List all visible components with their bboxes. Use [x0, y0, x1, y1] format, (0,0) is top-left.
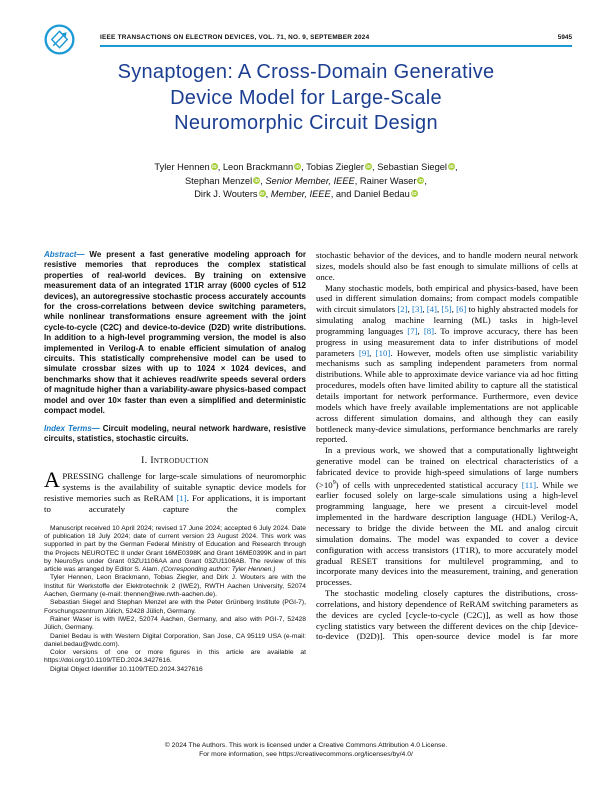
text-segment: , — [265, 189, 271, 199]
orcid-icon[interactable]: iD — [366, 164, 371, 169]
citation-link[interactable]: [10] — [375, 347, 391, 358]
text-segment: Circuit modeling, neural network hardware, resistive circuits, statistics, stochastic circuits. — [44, 423, 306, 443]
license-line: For more information, see https://creativecommons.org/licenses/by/4.0/ — [199, 751, 413, 759]
author-line — [0, 175, 612, 189]
text-segment: , Rainer Waser — [354, 175, 417, 186]
footnote-paragraph — [44, 633, 306, 650]
text-segment: Dirk J. Wouters — [194, 189, 258, 199]
text-segment: , — [451, 304, 457, 315]
paper-title-line: Neuromorphic Circuit Design — [174, 112, 438, 134]
text-segment: , — [424, 175, 428, 186]
body-paragraph — [316, 250, 578, 283]
text-segment: , — [407, 304, 413, 315]
text-segment: . To improve accuracy, there has been progress in using measurement data to infer distributions of model parameters — [316, 325, 579, 358]
section-heading-introduction: I. Introduction — [141, 455, 209, 467]
footnote-paragraph — [44, 616, 306, 633]
author-line — [0, 161, 612, 175]
citation-link[interactable]: [11] — [521, 479, 537, 490]
orcid-icon[interactable]: iD — [418, 177, 424, 183]
footnote-paragraph — [44, 666, 306, 674]
text-segment: PRESSING challenge for large-scale simulations of neuromorphic systems is the availability of suitable synaptic device models for resistive memories such as ReRAM — [44, 471, 306, 503]
text-segment: Rainer Waser is with IWE2, 52074 Aachen, Germany, and also with PGI-7, 52428 Jülich, Germany. — [44, 615, 306, 632]
first-page-footnotes — [44, 525, 306, 674]
citation-link[interactable]: [9] — [358, 347, 370, 358]
text-segment: , — [454, 162, 458, 172]
citation-link[interactable]: [2] — [397, 304, 408, 315]
footnote-paragraph — [44, 574, 306, 599]
orcid-icon[interactable]: iD — [254, 177, 259, 183]
footnote-paragraph — [44, 649, 306, 666]
orcid-icon[interactable]: iD — [412, 191, 417, 196]
abstract-paragraph — [44, 250, 306, 417]
text-segment: , — [369, 347, 376, 358]
text-segment: ) of cells with unprecedented statistical accuracy — [335, 479, 522, 490]
citation-link[interactable]: [3] — [412, 304, 423, 315]
orcid-icon[interactable]: iD — [259, 191, 265, 196]
text-segment: Abstract— — [44, 250, 85, 259]
license-footer — [0, 741, 612, 760]
text-segment: In a previous work, we showed that a computationally lightweight generative model can be trained on electrical characteristics of a fabricated device to provide high-speed simulations of large numbers (>10 — [316, 445, 578, 490]
author-list — [0, 161, 612, 202]
text-segment: Digital Object Identifier 10.1109/TED.2024.3427616 — [50, 665, 203, 673]
text-segment: Daniel Bedau is with Western Digital Corporation, San Jose, CA 95119 USA (e-mail: daniel.bedau@wdc.com). — [44, 632, 306, 648]
page-number: 5945 — [557, 34, 572, 41]
header-rule — [100, 45, 572, 47]
citation-link[interactable]: [4] — [426, 304, 437, 315]
journal-header: IEEE TRANSACTIONS ON ELECTRON DEVICES, VOL. 71, NO. 9, SEPTEMBER 2024 — [100, 34, 370, 41]
text-segment: , — [436, 304, 442, 315]
orcid-icon[interactable]: iD — [211, 164, 217, 169]
paper-title — [0, 60, 612, 137]
text-segment: . However, models often use simplistic variability mechanisms such as sampling independent parameters from normal distributions. While able to approximate device variance via ad hoc fitting procedures, models often have limited ability to capture all the statistical details important for network performance. Furthermore, even device models which have freely available implementations are not applicable across different simulation domains, and although they can easily bottleneck many-device simulations, performance benchmarks are rarely reported. — [316, 347, 578, 445]
body-paragraph — [316, 445, 578, 588]
license-line: © 2024 The Authors. This work is licensed under a Creative Commons Attribution 4.0 License. — [164, 742, 448, 749]
left-column — [44, 250, 306, 674]
right-column — [316, 250, 578, 674]
text-segment: , Sebastian Siegel — [372, 162, 447, 172]
text-segment: stochastic behavior of the devices, and to handle modern neural network sizes, models should also be fast enough to simulate millions of cells at once. — [316, 250, 578, 282]
citation-link[interactable]: [7] — [407, 325, 418, 336]
text-segment: 9 — [332, 479, 336, 486]
drop-cap: A — [44, 467, 60, 493]
footnote-paragraph — [44, 599, 306, 616]
text-segment: Senior Member, IEEE — [265, 175, 355, 186]
body-paragraph — [316, 283, 578, 446]
text-segment: . While we earlier focused solely on large-scale simulations using a high-level programming language, here we present a circuit-level model implemented in the hardware description language (HDL) Verilog-A, necessary to bridge the divide between the ML and analog circuit simulation domains. The model was expanded to cover a device configuration with access transistors (1T1R), to more accurately model gradual RESET transitions for multilevel programming, and to incorporate many devices into the measurement, training, and generation processes. — [316, 479, 578, 588]
intro-paragraph — [44, 467, 306, 514]
text-segment: to highly abstracted models for simulating analog machine learning (ML) tasks in high-level programming languages — [316, 304, 578, 336]
text-segment: Index Terms— — [44, 423, 100, 433]
paper-title-line: Synaptogen: A Cross-Domain Generative — [117, 61, 495, 83]
text-segment: We present a fast generative modeling approach for resistive memories that reproduces the complex statistical properties of real-world devices. By training on extensive measurement data of an integrated 1T1R array (6000 cycles of 512 devices), an autoregressive stochastic process accurately accounts for the cross-correlations between device switching parameters, while nonlinear transformations ensure agreement with the joint cycle-to-cycle (C2C) and device-to-device (D2D) write distributions. In addition to a high-level programming version, the model is also implemented in Verilog-A to enable efficient simulation of analog circuits. This statistically comprehensive model can be used to simulate crossbar sizes with up to 1024 × 1024 devices, and benchmarks show that it achieves read/write speeds several orders of magnitude higher than a variability-aware physics-based compact model and over 10× faster than even a simplified and deterministic compact model. — [44, 250, 306, 416]
text-segment: Color versions of one or more figures in this article are available at https://doi.org/10.1109/TED.2024.3427616. — [44, 649, 306, 665]
text-segment: Tyler Hennen — [154, 162, 210, 172]
footnote-paragraph — [44, 525, 306, 575]
orcid-icon[interactable]: iD — [449, 164, 454, 169]
citation-link[interactable]: [5] — [441, 304, 452, 315]
text-segment: Sebastian Siegel and Stephan Menzel are with the Peter Grünberg Institute (PGI-7), Forschungszentrum Jülich, 52428 Jülich, Germany. — [44, 599, 306, 615]
index-terms — [44, 424, 306, 445]
text-segment: Stephan Menzel — [184, 175, 253, 186]
paper-title-line: Device Model for Large-Scale — [170, 86, 442, 109]
body-columns — [44, 250, 578, 674]
body-paragraph — [316, 588, 578, 642]
text-segment: , — [260, 175, 266, 186]
text-segment: , and Daniel Bedau — [330, 189, 410, 199]
text-segment: (Corresponding author: Tyler Hennen.) — [161, 566, 276, 574]
orcid-icon[interactable]: iD — [295, 164, 300, 169]
citation-link[interactable]: [1] — [176, 493, 187, 503]
text-segment: Tyler Hennen, Leon Brackmann, Tobias Ziegler, and Dirk J. Wouters are with the Institut für Werkstoffe der Elektrotechnik 2 (IWE2), RWTH Aachen University, 52074 Aachen, Germany (e-mail: thennen@iwe.rwth-aachen.de). — [44, 574, 306, 599]
text-segment: The stochastic modeling closely captures the distributions, cross-correlations, and history dependence of ReRAM switching parameters as the devices are cycled [cycle-to-cycle (C2C)], as well as how those cycling statistics vary between the different devices on the chip [device-to-device (D2D)]. This open-source device model is far more — [316, 588, 578, 642]
text-segment: , — [417, 325, 424, 336]
text-segment: Many stochastic models, both empirical and physics-based, have been used in different simulation domains; from compact models compatible with circuit simulators — [316, 282, 578, 315]
text-segment: . For applications, it is important to accurately capture the complex — [44, 493, 306, 514]
author-line — [0, 188, 612, 202]
text-segment: , — [422, 304, 427, 315]
text-segment: Member, IEEE — [270, 189, 331, 199]
ieee-logo — [44, 24, 75, 55]
citation-link[interactable]: [6] — [456, 304, 467, 315]
text-segment: , Tobias Ziegler — [301, 162, 365, 172]
text-segment: Manuscript received 10 April 2024; revised 17 June 2024; accepted 6 July 2024. Date of publication 18 July 2024; date of current version 23 August 2024. This work was supported in part by the German Federal Ministry of Education and Research through the Projects NEUROTEC II under Grant 16ME0398K and Grant 16ME0399K and in part by NeuroSys under Grant 03ZU1106AA and Grant 03ZU1106AB. The review of this article was arranged by Editor S. Alam. — [44, 524, 306, 574]
citation-link[interactable]: [8] — [423, 325, 435, 336]
text-segment: , Leon Brackmann — [217, 162, 294, 172]
